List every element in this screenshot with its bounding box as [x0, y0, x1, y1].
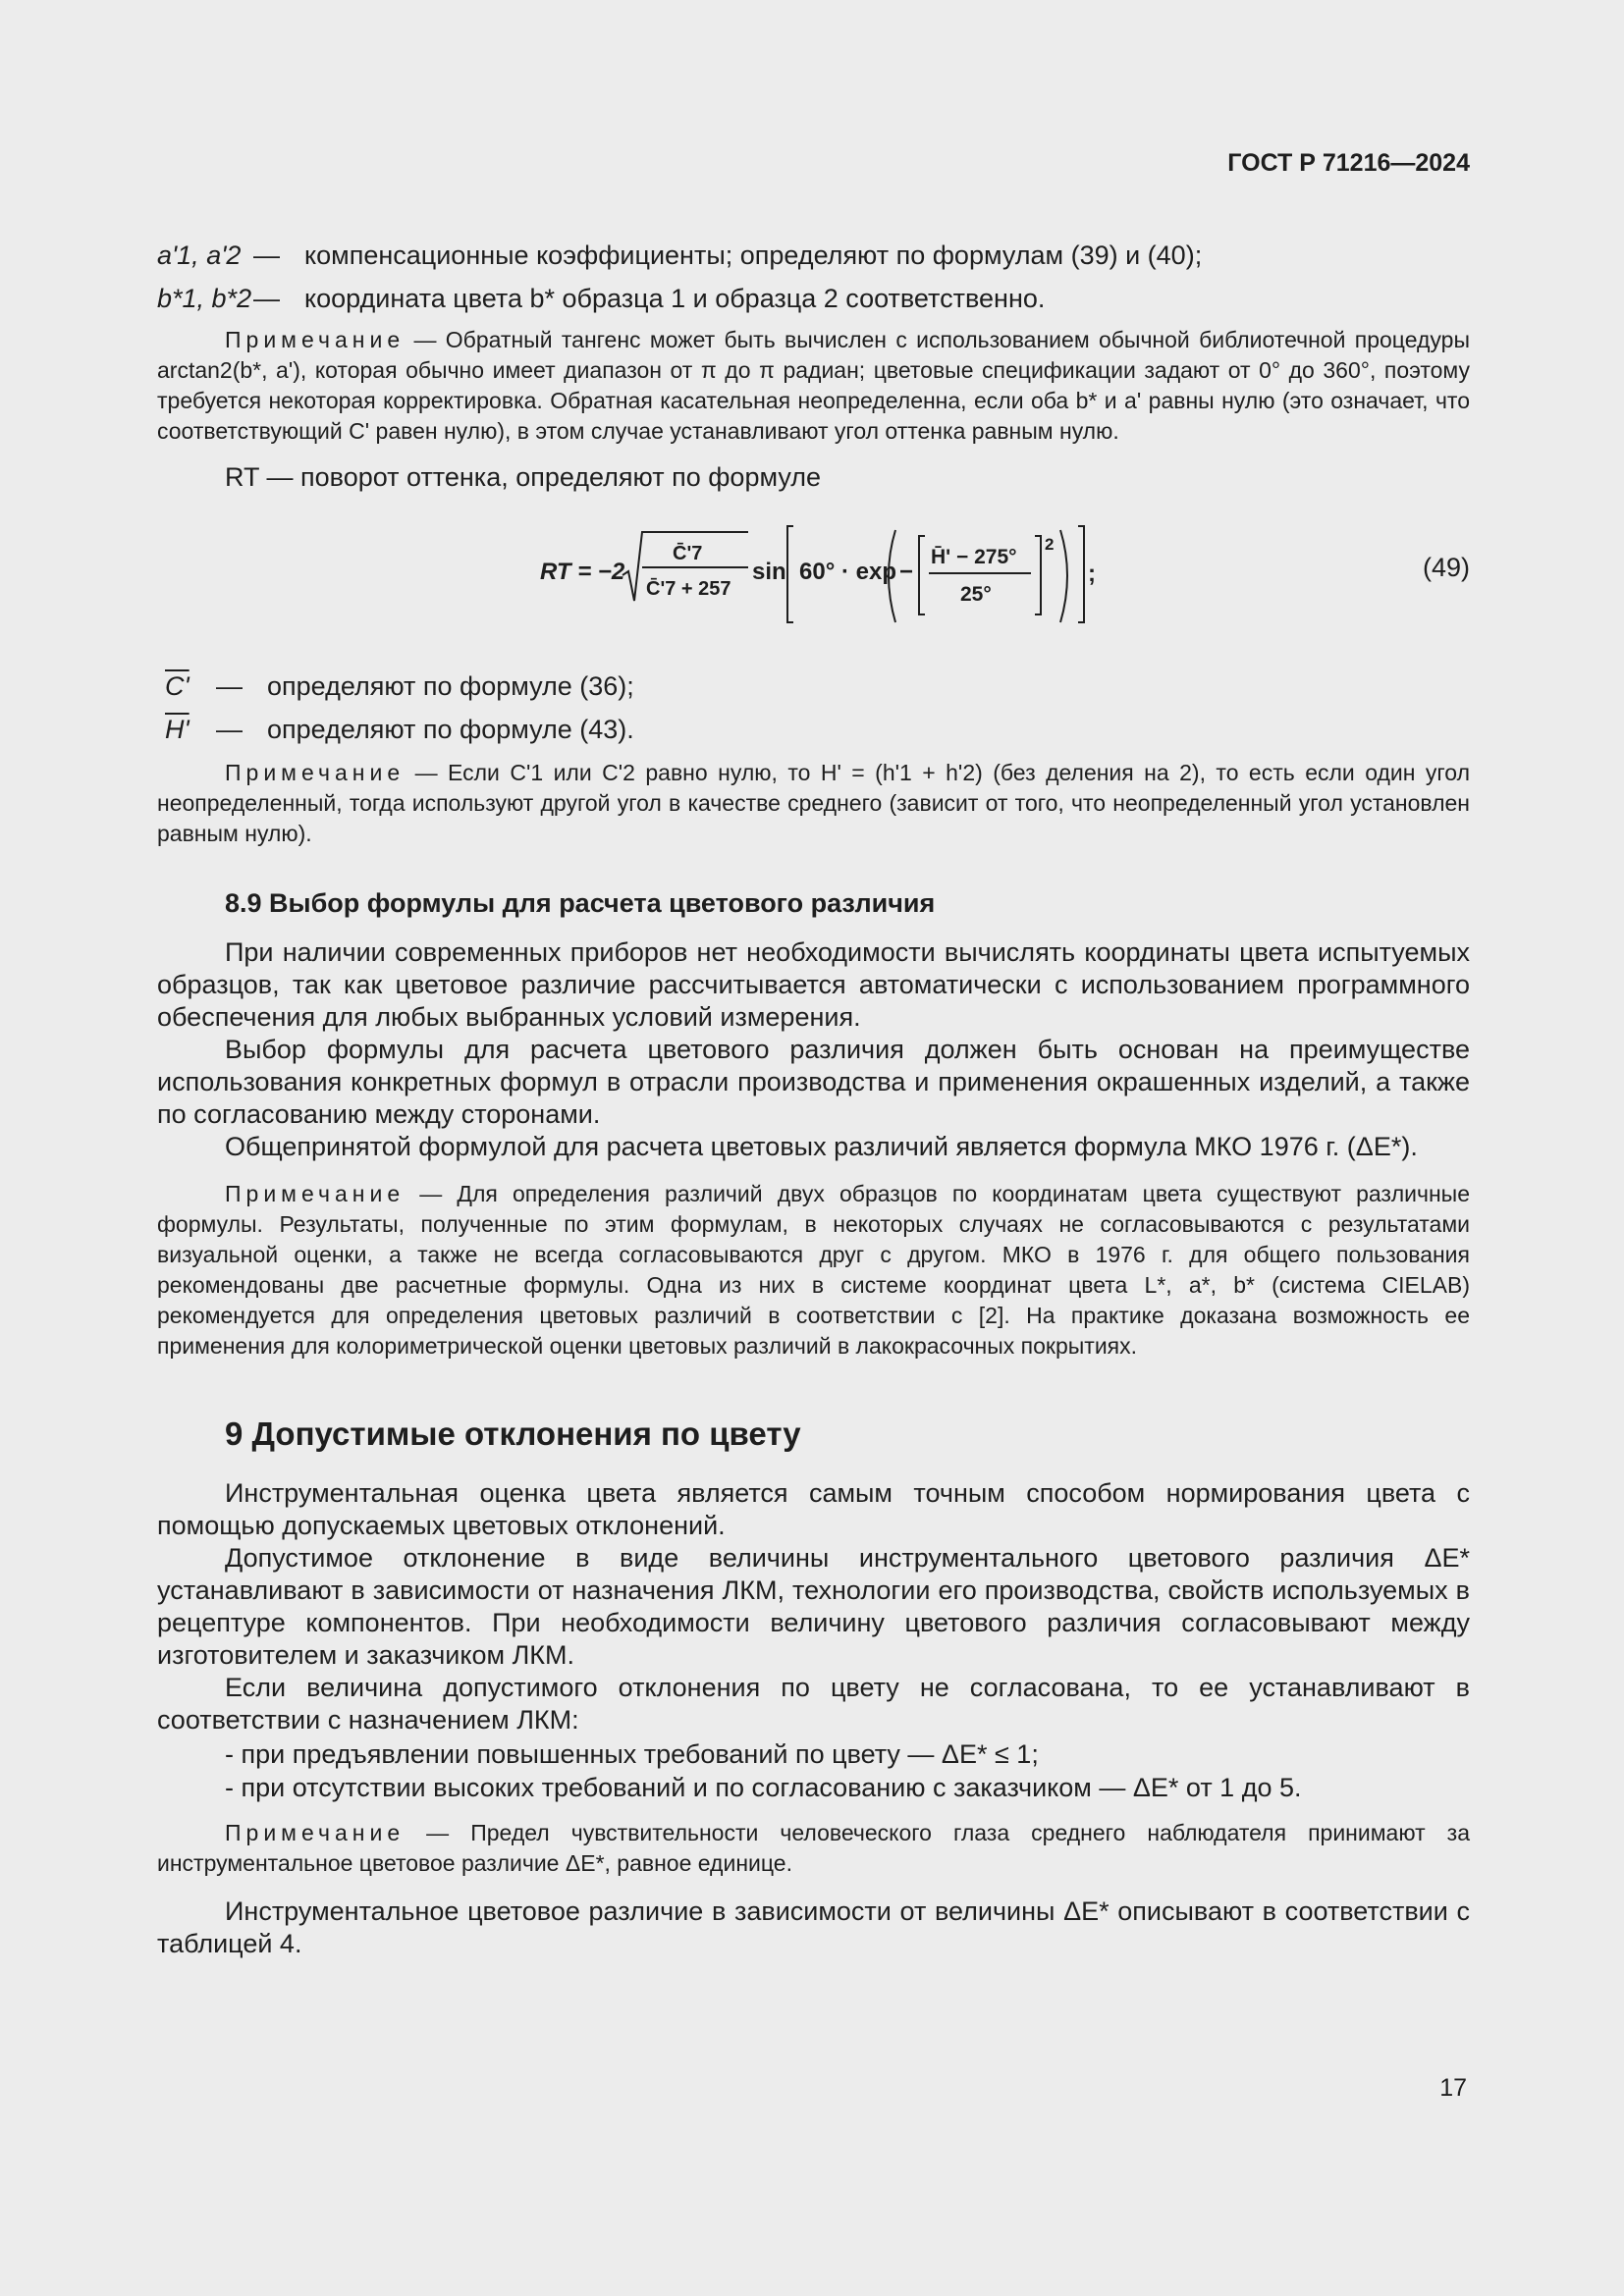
paragraph: Инструментальное цветовое различие в зависимости от величины ΔE* описывают в соответствии с таблицей 4. [157, 1896, 1470, 1958]
paragraph: Если величина допустимого отклонения по цвету не согласована, то ее устанавливают в соответствии с назначением ЛКМ: [157, 1673, 1470, 1735]
note-label: Примечание [225, 327, 406, 352]
formula-sin: sin [752, 559, 786, 585]
note-1 [157, 325, 1470, 447]
definition-symbol: C' [165, 671, 189, 701]
formula-lhs: RT = −2 [540, 559, 625, 585]
definition-dash: — [216, 671, 243, 701]
note-4 [157, 1818, 1470, 1879]
definition-dash: — [216, 715, 243, 744]
definitions-2 [165, 665, 1481, 751]
final-paragraph [157, 1896, 1470, 1960]
note-text: — Для определения различий двух образцов по координатам цвета существуют различные формулы. Результаты, полученные по этим формулам, в некоторых случаях не согласовываются с результатами визуальной оценки, а также не всегда согласовываются друг с другом. МКО в 1976 г. для общего пользования рекомендованы две расчетные формулы. Одна из них в системе координат цвета L*, a*, b* (система CIELAB) рекомендуется для определения цветовых различий в соответствии с [2]. На практике доказана возможность ее применения для колориметрической оценки цветовых различий в лакокрасочных покрытиях. [157, 1181, 1470, 1359]
note-label: Примечание [225, 1181, 406, 1206]
paragraph: Выбор формулы для расчета цветового различия должен быть основан на преимуществе использования конкретных формул в отрасли производства и применения окрашенных изделий, а также по согласованию между сторонами. [157, 1035, 1470, 1129]
formula-h-numerator: H̄' − 275° [931, 546, 1017, 568]
definition-dash: — [253, 240, 280, 270]
section-9-body [157, 1477, 1470, 1736]
definition-symbol: a'1, a'2 [157, 240, 242, 270]
definition-row [157, 277, 1473, 320]
svg-text:−: − [899, 559, 914, 585]
note-3 [157, 1179, 1470, 1362]
formula-inner: 60° · exp [799, 559, 896, 585]
list-item: - при отсутствии высоких требований и по согласованию с заказчиком — ΔE* от 1 до 5. [225, 1773, 1302, 1802]
definition-text: определяют по формуле (36); [267, 671, 634, 701]
page-number: 17 [1439, 2074, 1467, 2102]
paragraph: При наличии современных приборов нет необходимости вычислять координаты цвета испытуемых образцов, так как цветовое различие рассчитывается автоматически с использованием программного обеспечения для любых выбранных условий измерения. [157, 937, 1470, 1032]
note-2 [157, 758, 1470, 849]
formula-end: ; [1088, 561, 1096, 587]
rt-definition: RT — поворот оттенка, определяют по формуле [225, 462, 821, 492]
equation-number: (49) [1422, 553, 1470, 582]
document-header: ГОСТ Р 71216—2024 [1227, 149, 1470, 177]
section-8-9-body [157, 936, 1470, 1163]
definition-row [165, 665, 1481, 708]
formula-denominator: C̄'7 + 257 [646, 578, 731, 600]
definition-text: определяют по формуле (43). [267, 715, 634, 744]
note-text: — Если C'1 или C'2 равно нулю, то H' = (h'1 + h'2) (без деления на 2), то есть если один угол неопределенный, тогда используют другой угол в качестве среднего (зависит от того, что неопределенный угол установлен равным нулю). [157, 760, 1470, 846]
definition-text: компенсационные коэффициенты; определяют по формулам (39) и (40); [304, 240, 1203, 270]
section-9-heading: 9 Допустимые отклонения по цвету [225, 1415, 801, 1452]
formula-49 [540, 520, 1110, 635]
formula-numerator: C̄'7 [673, 543, 703, 564]
formula-graphic [540, 520, 1110, 630]
definitions-1 [157, 234, 1473, 320]
requirements-list [225, 1737, 1302, 1804]
definition-row [165, 708, 1481, 751]
paragraph: Допустимое отклонение в виде величины инструментального цветового различия ΔE* устанавливают в зависимости от назначения ЛКМ, технологии его производства, свойств используемых в рецептуре компонентов. При необходимости величину цветового различия согласовывают между изготовителем и заказчиком ЛКМ. [157, 1543, 1470, 1670]
list-item: - при предъявлении повышенных требований по цвету — ΔE* ≤ 1; [225, 1739, 1039, 1769]
section-8-9-heading: 8.9 Выбор формулы для расчета цветового различия [225, 888, 936, 918]
note-label: Примечание [225, 760, 406, 785]
note-text: — Обратный тангенс может быть вычислен с использованием обычной библиотечной процедуры arctan2(b*, a'), которая обычно имеет диапазон от π до π радиан; цветовые спецификации задают от 0° до 360°, поэтому требуется некоторая корректировка. Обратная касательная неопределенна, если оба b* и a' равны нулю (это означает, что соответствующий C' равен нулю), в этом случае устанавливают угол оттенка равным нулю. [157, 327, 1470, 444]
definition-row [157, 234, 1473, 277]
definition-symbol: H' [165, 715, 189, 744]
note-label: Примечание [225, 1820, 406, 1845]
paragraph: Инструментальная оценка цвета является самым точным способом нормирования цвета с помощью допускаемых цветовых отклонений. [157, 1478, 1470, 1540]
formula-exponent: 2 [1045, 535, 1055, 554]
formula-h-denominator: 25° [960, 583, 992, 606]
paragraph: Общепринятой формулой для расчета цветовых различий является формула МКО 1976 г. (ΔE*). [225, 1132, 1418, 1161]
note-text: — Предел чувствительности человеческого глаза среднего наблюдателя принимают за инструментальное цветовое различие ΔE*, равное единице. [157, 1820, 1470, 1876]
definition-symbol: b*1, b*2 [157, 284, 252, 313]
definition-text: координата цвета b* образца 1 и образца 2 соответственно. [304, 284, 1046, 313]
definition-dash: — [253, 284, 280, 313]
